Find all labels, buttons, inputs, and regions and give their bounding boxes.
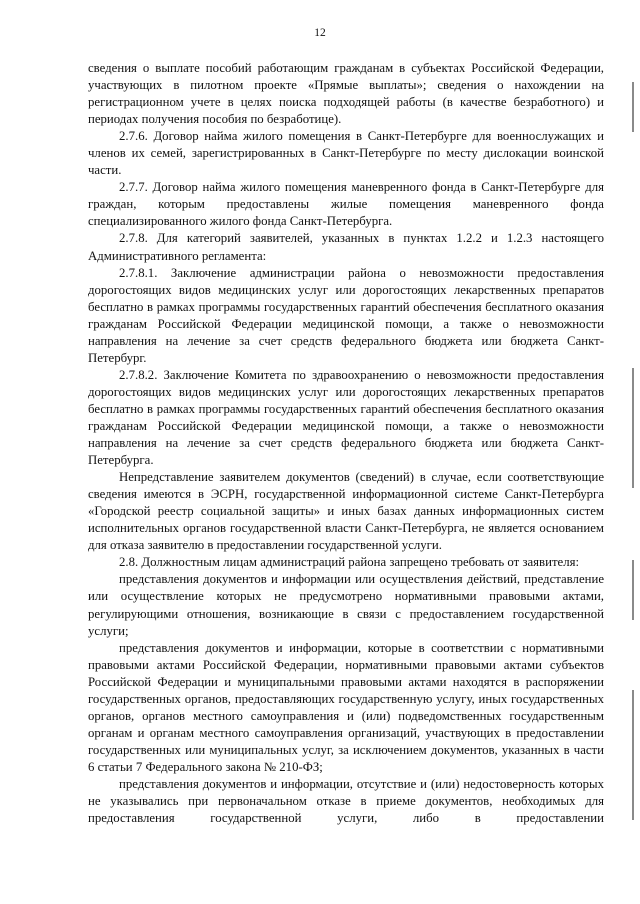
paragraph-non-submission: Непредставление заявителем документов (сведений) в случае, если соответствующие сведения имеются в ЭСРН, государственной информационной системе Санкт-Петербурга «Городской реестр социальной защиты» и иных базах данных информационных систем исполнительных органов государственной власти Санкт-Петербурга, не является основанием для отказа заявителю в предоставлении государственной услуги. <box>88 470 604 553</box>
paragraph-2-7-8-2: 2.7.8.2. Заключение Комитета по здравоохранению о невозможности предоставления дорогостоящих видов медицинских услуг или дорогостоящих лекарственных препаратов бесплатно в рамках программы государственных гарантий обеспечения бесплатного оказания гражданам Российской Федерации медицинской помощи, а также о невозможности направления на лечение за счет средств федерального бюджета или бюджета Санкт-Петербурга. <box>88 367 604 468</box>
scan-edge-mark <box>632 690 634 820</box>
paragraph-2-7-8: 2.7.8. Для категорий заявителей, указанных в пунктах 1.2.2 и 1.2.3 настоящего Административного регламента: <box>88 231 604 263</box>
scan-edge-mark <box>632 82 634 132</box>
paragraph-prohibited-2: представления документов и информации, которые в соответствии с нормативными правовыми актами Российской Федерации, нормативными правовыми актами субъектов Российской Федерации и муниципальными правовыми актами находятся в распоряжении государственных органов, предоставляющих государственную услугу, иных государственных органов, органов местного самоуправления и (или) подведомственных государственным органам и органам местного самоуправления организаций, участвующих в предоставлении государственных или муниципальных услуг, за исключением документов, указанных в части 6 статьи 7 Федерального закона № 210-ФЗ; <box>88 640 604 774</box>
paragraph-2-8: 2.8. Должностным лицам администраций района запрещено требовать от заявителя: <box>119 555 580 570</box>
paragraph-prohibited-3: представления документов и информации, отсутствие и (или) недостоверность которых не указывались при первоначальном отказе в приеме документов, необходимых для предоставления государственной услуги, либо в предоставлении <box>88 776 604 826</box>
document-body <box>88 60 604 827</box>
paragraph-2-7-7: 2.7.7. Договор найма жилого помещения маневренного фонда в Санкт-Петербурге для граждан, которым предоставлены жилые помещения маневренного фонда специализированного жилого фонда Санкт-Петербурга. <box>88 180 604 229</box>
paragraph-2-7-6: 2.7.6. Договор найма жилого помещения в Санкт-Петербурге для военнослужащих и членов их семей, зарегистрированных в Санкт-Петербурге по месту дислокации воинской части. <box>88 129 604 178</box>
scan-edge-mark <box>632 368 634 488</box>
paragraph-prohibited-1: представления документов и информации или осуществления действий, представление или осуществление которых не предусмотрено нормативными правовыми актами, регулирующими отношения, возникающие в связи с предоставлением государственной услуги; <box>88 572 604 638</box>
paragraph-2-7-8-1: 2.7.8.1. Заключение администрации района о невозможности предоставления дорогостоящих видов медицинских услуг или дорогостоящих лекарственных препаратов бесплатно в рамках программы государственных гарантий обеспечения бесплатного оказания гражданам Российской Федерации медицинской помощи, а также о невозможности направления на лечение за счет средств федерального бюджета или бюджета Санкт-Петербург. <box>88 265 604 365</box>
page-number: 12 <box>314 27 326 39</box>
paragraph-benefits-info: сведения о выплате пособий работающим гражданам в субъектах Российской Федерации, участвующих в пилотном проекте «Прямые выплаты»; сведения о нахождении на регистрационном учете в целях поиска подходящей работы (в качестве безработного) и периодах получения пособия по безработице). <box>88 61 604 127</box>
scan-edge-mark <box>632 560 634 620</box>
